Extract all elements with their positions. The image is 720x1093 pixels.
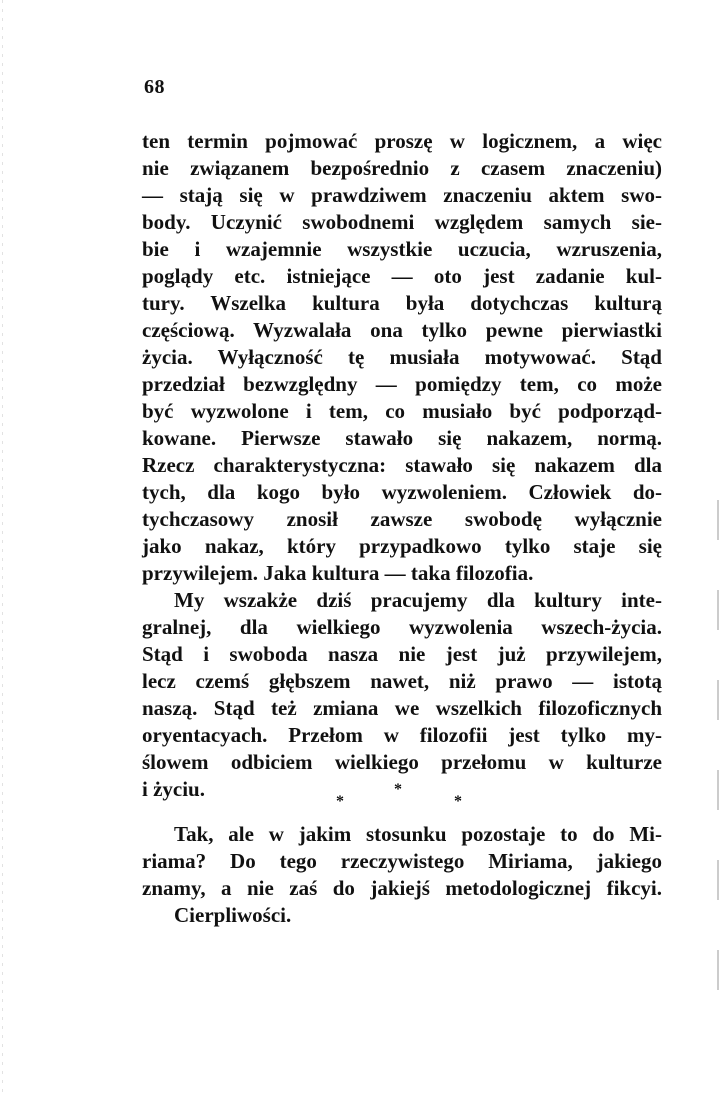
text-line: nie związanem bezpośrednio z czasem znaczeniu) bbox=[142, 156, 662, 180]
text-line: ślowem odbiciem wielkiego przełomu w kulturze bbox=[142, 750, 662, 774]
text-line: tury. Wszelka kultura była dotychczas kulturą bbox=[142, 291, 662, 315]
text-line: lecz czemś głębszem nawet, niż prawo — istotą bbox=[142, 669, 662, 693]
text-line: Cierpliwości. bbox=[174, 903, 292, 927]
text-block-main bbox=[142, 128, 662, 803]
text-block-after-break bbox=[142, 821, 662, 929]
text-line: kowane. Pierwsze stawało się nakazem, normą. bbox=[142, 426, 662, 450]
text-line: być wyzwolone i tem, co musiało być podporząd- bbox=[142, 399, 662, 423]
text-line: — stają się w prawdziwem znaczeniu aktem swo- bbox=[142, 183, 662, 207]
asterisk-icon: * bbox=[454, 793, 462, 810]
scan-edge-left bbox=[2, 0, 3, 1093]
text-line: Stąd i swoboda nasza nie jest już przywilejem, bbox=[142, 642, 662, 666]
text-line: i życiu. bbox=[142, 777, 205, 801]
page-number: 68 bbox=[144, 76, 165, 98]
text-line: ten termin pojmować proszę w logicznem, a więc bbox=[142, 129, 662, 153]
text-line: jako nakaz, który przypadkowo tylko staje się bbox=[142, 534, 662, 558]
text-line: przywilejem. Jaka kultura — taka filozofia. bbox=[142, 561, 534, 585]
text-line: riama? Do tego rzeczywistego Miriama, jakiego bbox=[142, 849, 662, 873]
section-break-ornament bbox=[330, 781, 490, 810]
text-line: gralnej, dla wielkiego wyzwolenia wszech-życia. bbox=[142, 615, 662, 639]
text-line: Tak, ale w jakim stosunku pozostaje to do Mi- bbox=[174, 822, 662, 846]
scan-edge-right bbox=[717, 500, 719, 1040]
text-line: znamy, a nie zaś do jakiejś metodologicznej fikcyi. bbox=[142, 876, 662, 900]
text-line: przedział bezwzględny — pomiędzy tem, co może bbox=[142, 372, 662, 396]
text-line: częściową. Wyzwalała ona tylko pewne pierwiastki bbox=[142, 318, 662, 342]
text-line: body. Uczynić swobodnemi względem samych sie- bbox=[142, 210, 662, 234]
text-line: Rzecz charakterystyczna: stawało się nakazem dla bbox=[142, 453, 662, 477]
text-line: tychczasowy znosił zawsze swobodę wyłącznie bbox=[142, 507, 662, 531]
text-line: tych, dla kogo było wyzwoleniem. Człowiek do- bbox=[142, 480, 662, 504]
text-line: bie i wzajemnie wszystkie uczucia, wzruszenia, bbox=[142, 237, 662, 261]
text-line: życia. Wyłączność tę musiała motywować. Stąd bbox=[142, 345, 662, 369]
text-line: naszą. Stąd też zmiana we wszelkich filozoficznych bbox=[142, 696, 662, 720]
text-line: My wszakże dziś pracujemy dla kultury inte- bbox=[174, 588, 662, 612]
text-line: poglądy etc. istniejące — oto jest zadanie kul- bbox=[142, 264, 662, 288]
asterisk-icon: * bbox=[336, 793, 344, 810]
text-line: oryentacyach. Przełom w filozofii jest tylko my- bbox=[142, 723, 662, 747]
asterisk-icon: * bbox=[394, 781, 402, 798]
